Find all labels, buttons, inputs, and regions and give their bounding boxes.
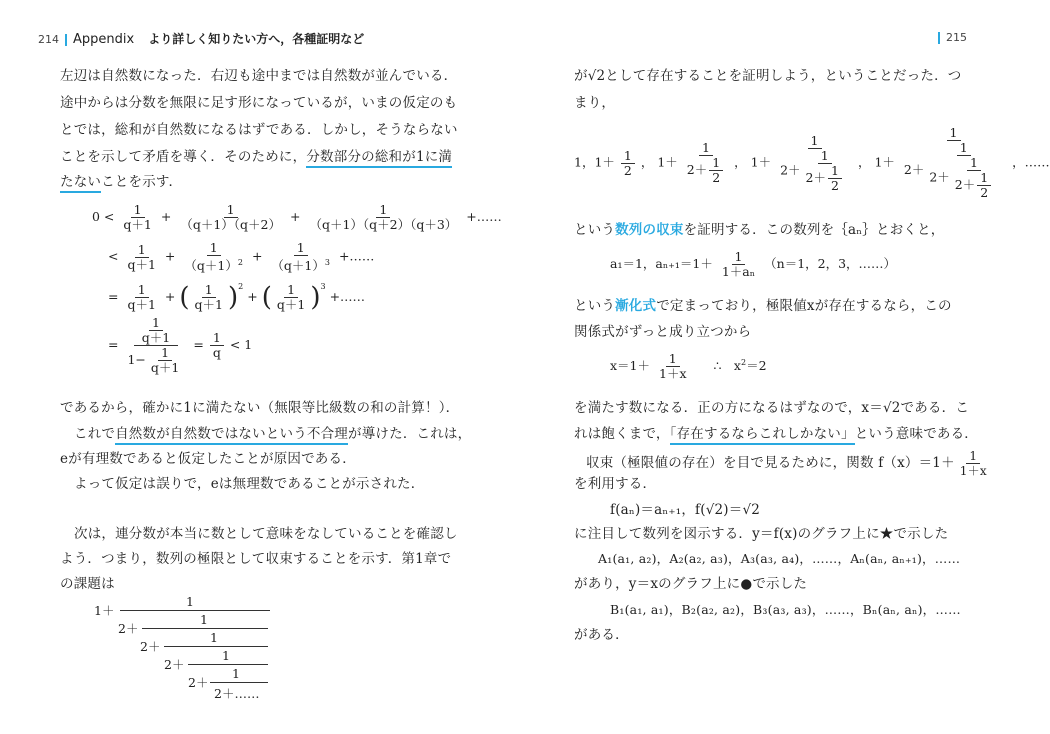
recurrence-formula: a₁＝1，aₙ₊₁＝1＋ $\frac{1}{\text{1＋aₙ}}$ （n＝1，2，3，……）	[610, 249, 897, 279]
math-symbol: +	[164, 248, 176, 264]
math-text: 1＋	[657, 154, 678, 170]
cf-term: 2＋	[164, 657, 185, 672]
fraction	[192, 283, 226, 312]
header-title: より詳しく知りたい方へ，各種証明など	[148, 32, 365, 46]
fraction: $\frac{1}{1+x}$	[959, 449, 987, 478]
cf-numerator: 1	[186, 594, 194, 609]
para-line: まり，	[574, 95, 616, 111]
highlight-term: 数列の収束	[615, 222, 684, 238]
equation-row-2	[108, 241, 374, 273]
text: ことを示す．	[101, 174, 183, 190]
fraction	[124, 243, 158, 272]
sequence-row	[574, 126, 1050, 200]
para-line: を満たす数になる．正の方になるはずなので，x＝√2である．こ	[574, 400, 970, 416]
numerator: 1	[202, 283, 216, 298]
left-page-number: 214	[38, 33, 59, 46]
cf-rule	[120, 610, 270, 611]
equation-row-1	[92, 203, 502, 232]
para-line: の課題は	[60, 576, 115, 592]
math-text: ，	[640, 154, 654, 170]
cf-tail: 2＋……	[214, 686, 260, 701]
math-symbol: 0 <	[92, 209, 115, 224]
right-page-number: 215	[946, 31, 967, 44]
right-page	[500, 0, 1050, 734]
para-line	[74, 424, 471, 444]
numerator: 1	[284, 283, 298, 298]
left-running-header	[38, 30, 364, 47]
math-symbol: +	[160, 209, 172, 224]
fraction	[210, 331, 224, 360]
math-symbol: +	[247, 289, 258, 304]
text: これで	[74, 426, 116, 442]
fraction: $\frac{1}{2}$	[621, 149, 635, 178]
fraction: 1 2＋ 1 2＋ $\frac{1}{2}$	[777, 134, 852, 193]
underlined-phrase: 「存在するならこれしかない」	[670, 426, 855, 445]
left-page	[0, 0, 500, 734]
math-symbol: +	[289, 209, 301, 224]
fraction: $\frac{1}{\text{1＋aₙ}}$	[721, 249, 756, 279]
numerator: 1	[135, 243, 149, 258]
para-line: 途中からは分数を無限に足す形になっているが，いまの仮定のも	[60, 95, 458, 111]
fraction	[177, 203, 284, 232]
header-label: Appendix	[73, 32, 135, 47]
fraction: 1 2＋ 1 2＋ 1 2＋ $\frac{1}{2}$	[901, 126, 1006, 200]
para-line: という漸化式で定まっており，極限値xが存在するなら，この	[574, 298, 952, 314]
math-symbol: =	[108, 337, 119, 352]
math-symbol: +	[164, 289, 176, 304]
text: が導けた．これは，	[348, 426, 472, 442]
denominator: $(q+1)^3$	[271, 258, 330, 274]
denominator: $(q+1)^2$	[184, 258, 243, 274]
fraction	[120, 203, 154, 232]
cf-rule	[142, 628, 268, 629]
math-text: 1＋	[874, 154, 895, 170]
math-symbol: +……	[329, 289, 366, 304]
cf-numerator: 1	[200, 612, 208, 627]
math-symbol: +……	[466, 209, 502, 224]
point-list-b: B₁(a₁, a₁)，B₂(a₂, a₂)，B₃(a₃, a₃)，……，Bₙ(aₙ, aₙ)，……	[610, 602, 961, 617]
denominator: q＋1	[127, 297, 156, 312]
cf-numerator: 1	[222, 648, 230, 663]
numerator: 1	[210, 331, 224, 346]
denominator: 1− $\frac{1}{q+1}$	[127, 345, 180, 375]
denominator: q＋1	[194, 297, 224, 312]
fraction	[181, 241, 246, 273]
text: ことを示して矛盾を導く．そのために，	[60, 149, 307, 165]
math-symbol: =	[193, 337, 204, 352]
para-line: れは飽くまで，「存在するならこれしかない」という意味である．	[574, 424, 978, 444]
cf-term: 2＋	[118, 621, 139, 636]
header-bar	[65, 34, 67, 46]
header-bar	[938, 32, 940, 44]
math-text: ，	[734, 154, 747, 170]
cf-term: 2＋	[140, 639, 161, 654]
denominator: q＋1	[123, 217, 152, 232]
point-list-a: A₁(a₁, a₂)，A₂(a₂, a₃)，A₃(a₃, a₄)，……，Aₙ(aₙ, aₙ₊₁)，……	[598, 551, 961, 566]
cf-rule	[164, 646, 268, 647]
underlined-phrase: 自然数が自然数ではないという不合理	[115, 426, 348, 445]
para-line: 次は，連分数が本当に数として意味をなしていることを確認し	[74, 526, 458, 542]
denominator: q	[212, 345, 221, 360]
math-text: 1＋	[750, 154, 772, 170]
numerator: $\frac{1}{q+1}$	[134, 316, 178, 346]
para-line	[60, 147, 452, 167]
math-text: ，	[857, 154, 871, 170]
numerator: 1	[376, 203, 390, 218]
fraction	[306, 203, 460, 232]
fraction	[124, 283, 158, 312]
highlight-term: 漸化式	[615, 298, 657, 314]
para-line	[574, 66, 962, 86]
cf-numerator: 1	[210, 630, 218, 645]
para-line: 収束（極限値の存在）を目で見るために，関数 f（x）＝1＋ $\frac{1}{1+x}$	[586, 449, 992, 478]
numerator: 1	[135, 283, 149, 298]
text: が√2として存在することを証明しよう，ということだった．つ	[574, 68, 962, 84]
fraction	[274, 283, 308, 312]
denominator: （q＋1）（q＋2）	[180, 217, 281, 232]
underlined-phrase: たない	[60, 174, 101, 193]
fraction: $\frac{1}{1+x}$	[659, 351, 687, 381]
cf-term: 2＋	[188, 675, 209, 690]
para-line: とでは，総和が自然数になるはずである．しかし，そうならない	[60, 122, 458, 138]
denominator: q＋1	[276, 297, 306, 312]
equation-row-4	[108, 316, 252, 375]
compound-fraction	[124, 316, 187, 375]
underlined-phrase: 分数部分の総和が1に満	[306, 149, 452, 168]
math-text: ，……	[1012, 154, 1050, 170]
numerator: 1	[131, 203, 145, 218]
para-line: があり，y＝xのグラフ上に●で示した	[574, 576, 808, 592]
numerator: 1	[224, 203, 238, 218]
math-symbol: +	[251, 248, 263, 264]
para-line	[60, 172, 182, 192]
equation-row-3: = $\frac{1}{q+1}$ + ( $\frac{1}{q+1}$ )$^2$ + ( $\frac{1}{q+1}$ )$^3$ +……	[108, 282, 366, 313]
denominator: q＋1	[127, 256, 156, 272]
math-symbol: +……	[338, 248, 375, 264]
math-symbol: < 1	[229, 337, 253, 352]
math-symbol: =	[108, 289, 119, 304]
denominator: （q＋1）（q＋2）（q＋3）	[309, 217, 458, 232]
cf-term: 1＋	[94, 603, 115, 618]
cf-numerator: 1	[232, 666, 240, 681]
para-line: 関係式がずっと成り立つから	[574, 324, 752, 340]
numerator: 1	[207, 241, 221, 256]
math-text: 1，1＋	[574, 154, 615, 170]
para-line: よう．つまり，数列の極限として収束することを示す．第1章で	[60, 551, 452, 567]
para-line: よって仮定は誤りで，eは無理数であることが示された．	[74, 476, 425, 492]
numerator: 1	[294, 241, 308, 256]
para-line: eが有理数であると仮定したことが原因である．	[60, 451, 356, 467]
math-symbol: <	[108, 248, 119, 264]
fraction	[268, 241, 333, 273]
para-line: を利用する．	[574, 476, 657, 492]
right-running-header	[932, 30, 967, 44]
para-line: がある．	[574, 627, 629, 643]
fixed-point-equation: x＝1＋ $\frac{1}{1+x}$ ∴ $x^2=2$	[610, 351, 767, 381]
fraction: 1 2＋ $\frac{1}{2}$	[684, 141, 728, 185]
para-line: という数列の収束を証明する．この数列を｛aₙ｝とおくと，	[574, 222, 945, 238]
formula-line: f(aₙ)＝aₙ₊₁，f(√2)＝√2	[610, 502, 761, 518]
para-line: に注目して数列を図示する．y＝f(x)のグラフ上に★で示した	[574, 526, 949, 542]
cf-rule	[188, 664, 268, 665]
para-line: であるから，確かに1に満たない（無限等比級数の和の計算！）．	[60, 400, 460, 416]
cf-rule	[210, 682, 268, 683]
para-line: 左辺は自然数になった．右辺も途中までは自然数が並んでいる．	[60, 68, 458, 84]
